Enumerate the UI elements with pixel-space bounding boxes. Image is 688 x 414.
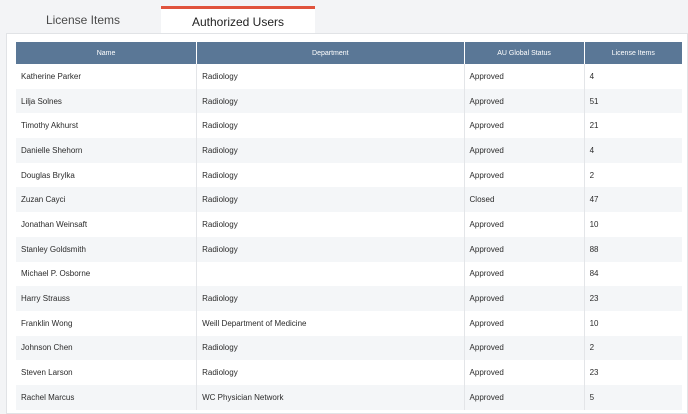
table-row[interactable] xyxy=(16,237,682,262)
cell-name: Rachel Marcus xyxy=(16,385,197,410)
cell-status: Approved xyxy=(464,163,584,188)
table-row[interactable] xyxy=(16,187,682,212)
cell-status: Approved xyxy=(464,113,584,138)
cell-name: Lilja Solnes xyxy=(16,89,197,114)
cell-name: Stanley Goldsmith xyxy=(16,237,197,262)
cell-status: Approved xyxy=(464,336,584,361)
table-header-row xyxy=(16,42,682,64)
cell-status: Approved xyxy=(464,212,584,237)
cell-license-items: 5 xyxy=(584,385,682,410)
cell-department: Radiology xyxy=(197,163,464,188)
cell-license-items: 21 xyxy=(584,113,682,138)
cell-license-items: 4 xyxy=(584,138,682,163)
cell-status: Approved xyxy=(464,237,584,262)
cell-license-items: 88 xyxy=(584,237,682,262)
cell-license-items: 23 xyxy=(584,286,682,311)
cell-status: Approved xyxy=(464,360,584,385)
cell-department: Radiology xyxy=(197,360,464,385)
table-row[interactable] xyxy=(16,262,682,287)
cell-name: Jonathan Weinsaft xyxy=(16,212,197,237)
cell-department: Radiology xyxy=(197,212,464,237)
cell-license-items: 10 xyxy=(584,212,682,237)
table-row[interactable] xyxy=(16,163,682,188)
cell-department: Radiology xyxy=(197,286,464,311)
cell-department: WC Physician Network xyxy=(197,385,464,410)
table-row[interactable] xyxy=(16,336,682,361)
cell-license-items: 10 xyxy=(584,311,682,336)
tab-license-items[interactable]: License Items xyxy=(45,12,121,27)
tab-authorized-users[interactable]: Authorized Users xyxy=(161,6,315,34)
cell-status: Approved xyxy=(464,64,584,89)
cell-name: Zuzan Cayci xyxy=(16,187,197,212)
cell-department: Radiology xyxy=(197,138,464,163)
cell-license-items: 4 xyxy=(584,64,682,89)
column-header-license-items[interactable]: License Items xyxy=(584,42,682,64)
cell-name: Harry Strauss xyxy=(16,286,197,311)
cell-status: Approved xyxy=(464,286,584,311)
table-row[interactable] xyxy=(16,138,682,163)
cell-department xyxy=(197,262,464,287)
cell-status: Approved xyxy=(464,89,584,114)
column-header-department[interactable]: Department xyxy=(197,42,464,64)
cell-license-items: 23 xyxy=(584,360,682,385)
table-row[interactable] xyxy=(16,311,682,336)
cell-department: Radiology xyxy=(197,187,464,212)
table-row[interactable] xyxy=(16,89,682,114)
cell-status: Approved xyxy=(464,262,584,287)
cell-name: Timothy Akhurst xyxy=(16,113,197,138)
cell-department: Radiology xyxy=(197,89,464,114)
authorized-users-panel xyxy=(6,33,688,414)
cell-name: Douglas Brylka xyxy=(16,163,197,188)
cell-status: Approved xyxy=(464,385,584,410)
table-row[interactable] xyxy=(16,286,682,311)
column-header-name[interactable]: Name xyxy=(16,42,197,64)
cell-department: Radiology xyxy=(197,113,464,138)
cell-license-items: 2 xyxy=(584,336,682,361)
cell-name: Katherine Parker xyxy=(16,64,197,89)
tab-bar xyxy=(0,0,688,33)
cell-name: Steven Larson xyxy=(16,360,197,385)
table-row[interactable] xyxy=(16,64,682,89)
authorized-users-table xyxy=(16,42,682,410)
cell-name: Franklin Wong xyxy=(16,311,197,336)
cell-status: Approved xyxy=(464,311,584,336)
cell-status: Approved xyxy=(464,138,584,163)
table-row[interactable] xyxy=(16,360,682,385)
column-header-au-global-status[interactable]: AU Global Status xyxy=(464,42,584,64)
cell-name: Michael P. Osborne xyxy=(16,262,197,287)
cell-license-items: 84 xyxy=(584,262,682,287)
cell-department: Radiology xyxy=(197,64,464,89)
cell-department: Radiology xyxy=(197,336,464,361)
cell-status: Closed xyxy=(464,187,584,212)
cell-license-items: 2 xyxy=(584,163,682,188)
table-row[interactable] xyxy=(16,212,682,237)
cell-department: Radiology xyxy=(197,237,464,262)
cell-name: Johnson Chen xyxy=(16,336,197,361)
cell-department: Weill Department of Medicine xyxy=(197,311,464,336)
cell-name: Danielle Shehorn xyxy=(16,138,197,163)
table-row[interactable] xyxy=(16,113,682,138)
cell-license-items: 51 xyxy=(584,89,682,114)
cell-license-items: 47 xyxy=(584,187,682,212)
table-row[interactable] xyxy=(16,385,682,410)
